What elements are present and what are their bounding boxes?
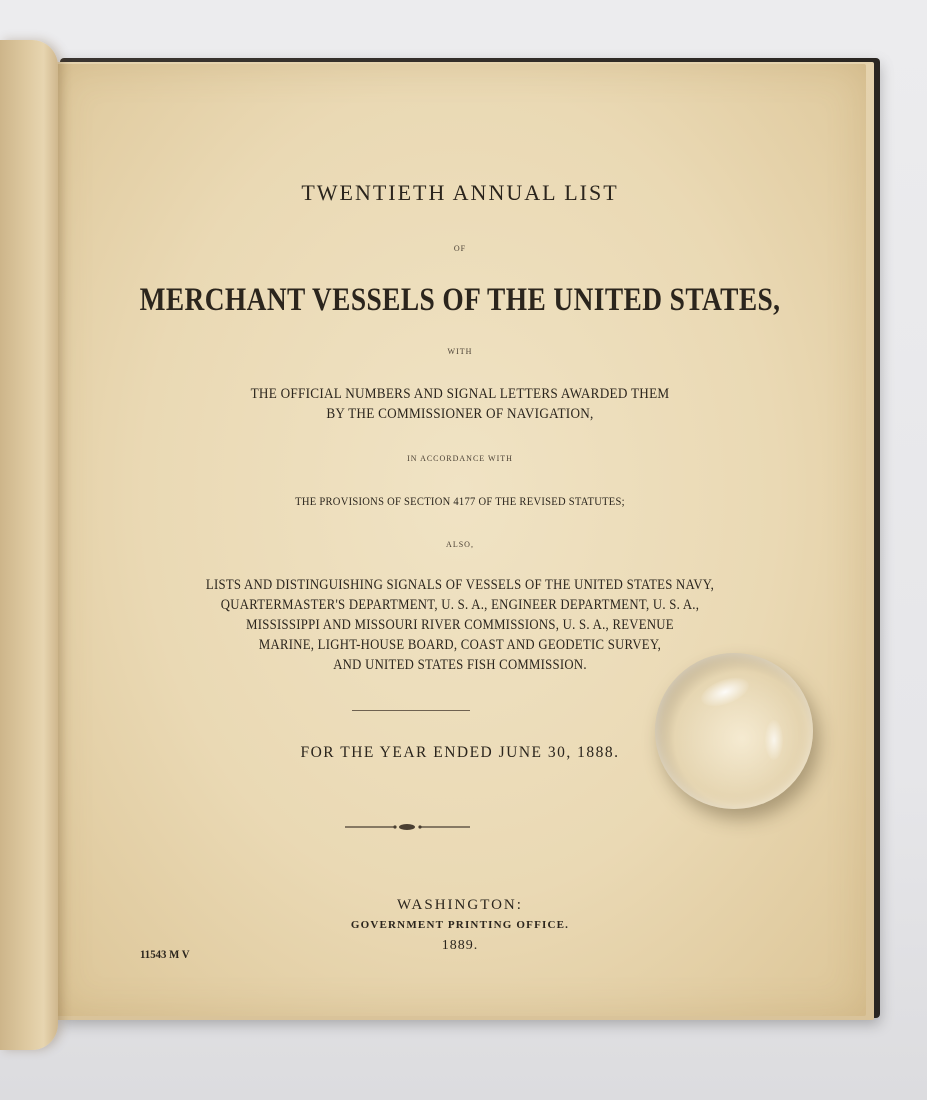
dome-highlight-secondary [765,720,783,760]
provisions-line: THE PROVISIONS OF SECTION 4177 OF THE REVISED STATUTES; [295,494,625,508]
imprint-year: 1889. [441,938,479,953]
list-line-5: AND UNITED STATES FISH COMMISSION. [333,657,587,673]
imprint-office: GOVERNMENT PRINTING OFFICE. [350,919,570,931]
title-line: TWENTIETH ANNUAL LIST [301,180,619,205]
accordance-line: IN ACCORDANCE WITH [407,454,513,463]
divider-rule [352,710,470,711]
list-line-4: MARINE, LIGHT-HOUSE BOARD, COAST AND GEODETIC SURVEY, [258,637,662,653]
also-line: ALSO, [446,540,474,549]
official-line-1: THE OFFICIAL NUMBERS AND SIGNAL LETTERS AWARDED THEM [250,386,670,402]
official-line-2: BY THE COMMISSIONER OF NAVIGATION, [326,406,594,422]
imprint-city: WASHINGTON: [397,897,523,913]
main-title: MERCHANT VESSELS OF THE UNITED STATES, [139,282,781,318]
ornament-divider [345,820,470,834]
of-line: OF [453,244,467,253]
list-line-1: LISTS AND DISTINGUISHING SIGNALS OF VESSELS OF THE UNITED STATES NAVY, [205,577,715,593]
signature-mark: 11543 M V [140,947,190,961]
with-line: WITH [447,347,473,356]
list-line-2: QUARTERMASTER'S DEPARTMENT, U. S. A., ENGINEER DEPARTMENT, U. S. A., [220,597,700,613]
list-line-3: MISSISSIPPI AND MISSOURI RIVER COMMISSIONS, U. S. A., REVENUE [246,617,674,633]
year-line: FOR THE YEAR ENDED JUNE 30, 1888. [300,744,620,761]
glass-dome-magnifier [655,653,813,809]
left-page-edge [0,40,58,1050]
